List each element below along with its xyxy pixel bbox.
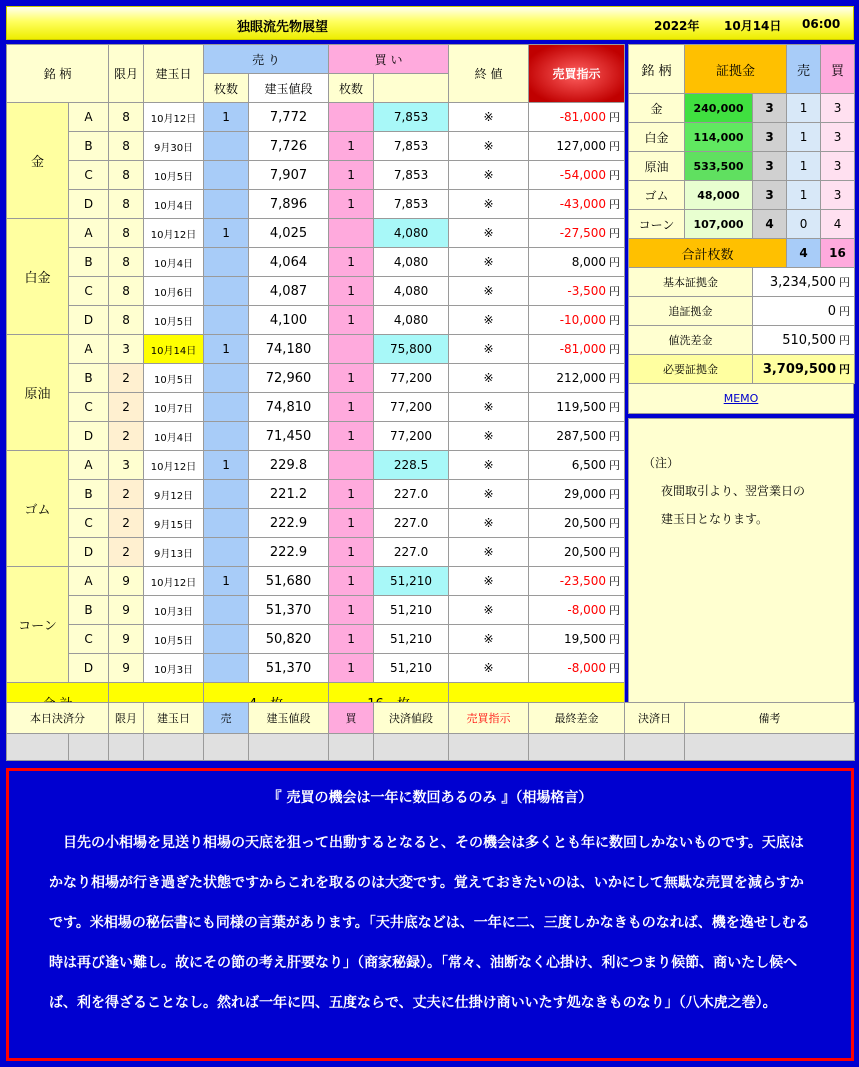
row-price: 222.9 (249, 538, 329, 567)
row-label: D (69, 306, 109, 335)
col-uri: 売 り (204, 45, 329, 74)
position-row (7, 277, 625, 306)
row-price: 222.9 (249, 509, 329, 538)
row-order[interactable]: ※ (449, 422, 529, 451)
row-diff: -54,000 円 (529, 161, 625, 190)
positions-table (6, 44, 625, 722)
row-buy-count[interactable]: 1 (329, 248, 374, 277)
row-month: 8 (109, 277, 144, 306)
row-date: 10月3日 (144, 654, 204, 683)
margin-buy: 3 (821, 152, 855, 181)
row-date: 10月5日 (144, 625, 204, 654)
margin-col-shokokin: 証拠金 (685, 45, 787, 94)
row-date: 10月4日 (144, 422, 204, 451)
row-date: 10月5日 (144, 364, 204, 393)
row-month: 2 (109, 538, 144, 567)
commodity-name: 原油 (7, 335, 69, 451)
row-order[interactable]: ※ (449, 306, 529, 335)
row-buy-count[interactable]: 1 (329, 277, 374, 306)
margin-sell: 1 (787, 94, 821, 123)
row-date: 10月5日 (144, 306, 204, 335)
position-row (7, 509, 625, 538)
row-buy-count[interactable]: 1 (329, 364, 374, 393)
summary-label: 値洗差金 (629, 326, 753, 355)
margin-units: 3 (753, 123, 787, 152)
row-sell-count[interactable]: 1 (204, 103, 249, 132)
row-order[interactable]: ※ (449, 538, 529, 567)
row-buy-count[interactable]: 1 (329, 393, 374, 422)
margin-commodity: 金 (629, 94, 685, 123)
margin-commodity: ゴム (629, 181, 685, 210)
settle-col-kai: 買 (329, 703, 374, 734)
row-label: C (69, 393, 109, 422)
row-price: 72,960 (249, 364, 329, 393)
margin-row (629, 94, 855, 123)
row-price: 7,772 (249, 103, 329, 132)
row-date: 9月13日 (144, 538, 204, 567)
row-price: 221.2 (249, 480, 329, 509)
row-label: B (69, 596, 109, 625)
position-row (7, 538, 625, 567)
margin-buy: 3 (821, 94, 855, 123)
margin-col-meigara: 銘 柄 (629, 45, 685, 94)
row-sell-count[interactable]: 1 (204, 451, 249, 480)
settle-col-final: 最終差金 (529, 703, 625, 734)
row-close: 51,210 (374, 625, 449, 654)
row-buy-count[interactable]: 1 (329, 190, 374, 219)
position-row (7, 393, 625, 422)
row-label: B (69, 364, 109, 393)
row-month: 8 (109, 248, 144, 277)
row-close: 4,080 (374, 306, 449, 335)
row-sell-count[interactable] (204, 190, 249, 219)
row-month: 2 (109, 480, 144, 509)
row-month: 2 (109, 364, 144, 393)
row-month: 9 (109, 625, 144, 654)
position-row (7, 596, 625, 625)
settle-col-biko: 備考 (685, 703, 855, 734)
row-buy-count[interactable]: 1 (329, 567, 374, 596)
row-label: B (69, 248, 109, 277)
row-diff: 287,500 円 (529, 422, 625, 451)
row-month: 8 (109, 219, 144, 248)
row-month: 8 (109, 161, 144, 190)
settle-col-gengetsu: 限月 (109, 703, 144, 734)
row-buy-count[interactable]: 1 (329, 596, 374, 625)
row-close: 7,853 (374, 190, 449, 219)
row-date: 10月4日 (144, 248, 204, 277)
row-close: 227.0 (374, 538, 449, 567)
col-tatene: 建玉値段 (249, 74, 329, 103)
row-sell-count[interactable] (204, 596, 249, 625)
row-order[interactable]: ※ (449, 625, 529, 654)
row-price: 51,680 (249, 567, 329, 596)
commodity-name: 白金 (7, 219, 69, 335)
margin-units: 3 (753, 181, 787, 210)
summary-row (629, 355, 855, 384)
position-row (7, 567, 625, 596)
row-diff: -23,500 円 (529, 567, 625, 596)
margin-sell: 1 (787, 123, 821, 152)
col-owarine: 終 値 (449, 45, 529, 103)
row-sell-count[interactable] (204, 132, 249, 161)
margin-sell: 0 (787, 210, 821, 239)
summary-value: 510,500 円 (753, 326, 855, 355)
row-order[interactable]: ※ (449, 103, 529, 132)
row-close: 7,853 (374, 132, 449, 161)
settlement-table (6, 702, 855, 761)
row-label: A (69, 451, 109, 480)
row-sell-count[interactable] (204, 480, 249, 509)
row-diff: 8,000 円 (529, 248, 625, 277)
row-diff: 127,000 円 (529, 132, 625, 161)
row-date: 9月30日 (144, 132, 204, 161)
position-row (7, 625, 625, 654)
col-uri-maisu: 枚数 (204, 74, 249, 103)
settlement-row (7, 734, 855, 761)
row-buy-count[interactable]: 1 (329, 625, 374, 654)
row-price: 4,025 (249, 219, 329, 248)
margin-buy: 4 (821, 210, 855, 239)
row-label: D (69, 654, 109, 683)
margin-amount: 114,000 (685, 123, 753, 152)
memo-bar (628, 384, 854, 414)
date-label: 10月14日 (724, 19, 782, 33)
row-sell-count[interactable] (204, 538, 249, 567)
margin-col-kai: 買 (821, 45, 855, 94)
margin-row (629, 152, 855, 181)
row-close: 77,200 (374, 422, 449, 451)
position-row (7, 654, 625, 683)
row-label: B (69, 132, 109, 161)
row-close: 77,200 (374, 364, 449, 393)
row-date: 10月4日 (144, 190, 204, 219)
row-label: D (69, 538, 109, 567)
margin-sell: 1 (787, 181, 821, 210)
row-sell-count[interactable] (204, 306, 249, 335)
memo-note-line2: 建玉日となります。 (661, 512, 769, 526)
settle-col-order: 売買指示 (449, 703, 529, 734)
row-buy-count[interactable]: 1 (329, 306, 374, 335)
row-label: D (69, 190, 109, 219)
row-diff: -81,000 円 (529, 335, 625, 364)
row-diff: -43,000 円 (529, 190, 625, 219)
proverb-body: 目先の小相場を見送り相場の天底を狙って出動するとなると、その機会は多くとも年に数回しかないものです。天底はかなり相場が行き過ぎた状態ですからこれを取るのは大変です。覚えておきたいのは、いかにして無駄な売買を減らすかです。米相場の秘伝書にも同様の言葉があります。「天井底などは、一年に二、三度しかなきものなれば、機を逸せしむる時は再び逢い難し。故にその節の考え肝要なり」（商家秘録）。「常々、油断なく心掛け、利につまり候節、商いたし候へば、利を得ざることなし。然れば一年に四、五度ならで、丈夫に仕掛け商いいたす処なきものなり」（八木虎之巻）。 (49, 835, 810, 1011)
year-label: 2022年 (654, 19, 700, 33)
margin-row (629, 181, 855, 210)
row-label: C (69, 277, 109, 306)
row-diff: 212,000 円 (529, 364, 625, 393)
row-label: A (69, 335, 109, 364)
row-date: 9月15日 (144, 509, 204, 538)
row-sell-count[interactable] (204, 509, 249, 538)
row-date: 10月6日 (144, 277, 204, 306)
row-date: 10月12日 (144, 219, 204, 248)
row-label: A (69, 103, 109, 132)
row-price: 7,907 (249, 161, 329, 190)
summary-value: 3,234,500 円 (753, 268, 855, 297)
position-row (7, 480, 625, 509)
row-diff: 20,500 円 (529, 509, 625, 538)
row-diff: -8,000 円 (529, 654, 625, 683)
margin-amount: 107,000 (685, 210, 753, 239)
row-buy-count[interactable] (329, 451, 374, 480)
row-diff: -10,000 円 (529, 306, 625, 335)
row-month: 2 (109, 393, 144, 422)
row-diff: 6,500 円 (529, 451, 625, 480)
summary-row (629, 268, 855, 297)
proverb-title: 『 売買の機会は一年に数回あるのみ 』（相場格言） (267, 790, 593, 806)
row-order[interactable]: ※ (449, 567, 529, 596)
row-buy-count[interactable]: 1 (329, 538, 374, 567)
row-order[interactable]: ※ (449, 248, 529, 277)
row-close: 227.0 (374, 509, 449, 538)
commodity-name: 金 (7, 103, 69, 219)
row-order[interactable]: ※ (449, 277, 529, 306)
order-button[interactable]: 売買指示 (529, 45, 625, 103)
col-gengetsu: 限月 (109, 45, 144, 103)
row-diff: -27,500 円 (529, 219, 625, 248)
commodity-name: ゴム (7, 451, 69, 567)
col-tatebi: 建玉日 (144, 45, 204, 103)
position-row (7, 219, 625, 248)
row-month: 8 (109, 190, 144, 219)
margin-col-uri: 売 (787, 45, 821, 94)
position-row (7, 451, 625, 480)
settlement-panel (6, 702, 855, 761)
row-month: 9 (109, 654, 144, 683)
margin-table (628, 44, 855, 384)
col-kai-maisu: 枚数 (329, 74, 374, 103)
memo-link[interactable]: MEMO (723, 392, 759, 405)
position-row (7, 306, 625, 335)
summary-row (629, 326, 855, 355)
row-close: 4,080 (374, 277, 449, 306)
row-order[interactable]: ※ (449, 161, 529, 190)
row-sell-count[interactable]: 1 (204, 219, 249, 248)
row-close: 7,853 (374, 161, 449, 190)
position-row (7, 132, 625, 161)
row-label: B (69, 480, 109, 509)
settle-col-uri: 売 (204, 703, 249, 734)
row-close: 227.0 (374, 480, 449, 509)
row-month: 3 (109, 335, 144, 364)
row-label: A (69, 567, 109, 596)
row-diff: -8,000 円 (529, 596, 625, 625)
row-label: C (69, 625, 109, 654)
row-order[interactable]: ※ (449, 451, 529, 480)
row-price: 50,820 (249, 625, 329, 654)
row-sell-count[interactable]: 1 (204, 567, 249, 596)
row-diff: -81,000 円 (529, 103, 625, 132)
row-sell-count[interactable] (204, 248, 249, 277)
row-month: 8 (109, 306, 144, 335)
row-month: 2 (109, 509, 144, 538)
row-label: C (69, 509, 109, 538)
margin-units: 3 (753, 94, 787, 123)
position-row (7, 103, 625, 132)
row-close: 4,080 (374, 219, 449, 248)
margin-commodity: 原油 (629, 152, 685, 181)
row-close: 7,853 (374, 103, 449, 132)
margin-row (629, 210, 855, 239)
row-order[interactable]: ※ (449, 393, 529, 422)
row-month: 3 (109, 451, 144, 480)
count-label: 合計枚数 (629, 239, 787, 268)
margin-panel (628, 44, 854, 708)
row-price: 229.8 (249, 451, 329, 480)
row-date: 9月12日 (144, 480, 204, 509)
row-order[interactable]: ※ (449, 364, 529, 393)
title-bar (6, 6, 854, 40)
position-row (7, 161, 625, 190)
position-row (7, 190, 625, 219)
margin-buy: 3 (821, 181, 855, 210)
row-price: 7,896 (249, 190, 329, 219)
position-row (7, 422, 625, 451)
summary-label: 基本証拠金 (629, 268, 753, 297)
row-date: 10月5日 (144, 161, 204, 190)
page-title: 独眼流先物展望 (237, 20, 329, 35)
row-sell-count[interactable] (204, 654, 249, 683)
commodity-name: コーン (7, 567, 69, 683)
row-order[interactable]: ※ (449, 132, 529, 161)
row-sell-count[interactable] (204, 161, 249, 190)
row-close: 228.5 (374, 451, 449, 480)
row-month: 9 (109, 596, 144, 625)
row-buy-count[interactable]: 1 (329, 509, 374, 538)
margin-amount: 533,500 (685, 152, 753, 181)
row-close: 4,080 (374, 248, 449, 277)
settle-col-kessaine: 決済値段 (374, 703, 449, 734)
settle-col-today: 本日決済分 (7, 703, 109, 734)
margin-buy: 3 (821, 123, 855, 152)
row-price: 4,100 (249, 306, 329, 335)
margin-amount: 48,000 (685, 181, 753, 210)
row-price: 74,810 (249, 393, 329, 422)
row-date: 10月12日 (144, 103, 204, 132)
row-price: 71,450 (249, 422, 329, 451)
proverb-box (6, 768, 854, 1061)
margin-commodity: コーン (629, 210, 685, 239)
row-price: 51,370 (249, 596, 329, 625)
row-price: 7,726 (249, 132, 329, 161)
settle-col-date: 決済日 (625, 703, 685, 734)
row-label: D (69, 422, 109, 451)
count-buy: 16 (821, 239, 855, 268)
count-sell: 4 (787, 239, 821, 268)
row-price: 4,087 (249, 277, 329, 306)
position-row (7, 248, 625, 277)
row-close: 51,210 (374, 596, 449, 625)
row-buy-count[interactable]: 1 (329, 161, 374, 190)
memo-note-title: （注） (643, 456, 680, 470)
row-buy-count[interactable] (329, 335, 374, 364)
row-order[interactable]: ※ (449, 509, 529, 538)
row-close: 75,800 (374, 335, 449, 364)
settle-col-tatebi: 建玉日 (144, 703, 204, 734)
row-sell-count[interactable]: 1 (204, 335, 249, 364)
margin-sell: 1 (787, 152, 821, 181)
settle-col-tatene: 建玉値段 (249, 703, 329, 734)
row-month: 8 (109, 132, 144, 161)
row-close: 51,210 (374, 567, 449, 596)
row-buy-count[interactable]: 1 (329, 422, 374, 451)
row-diff: -3,500 円 (529, 277, 625, 306)
row-buy-count[interactable] (329, 103, 374, 132)
summary-value: 3,709,500 円 (753, 355, 855, 384)
memo-note-line1: 夜間取引より、翌営業日の (661, 484, 806, 498)
row-price: 74,180 (249, 335, 329, 364)
time-label: 06:00 (802, 17, 841, 31)
row-sell-count[interactable] (204, 277, 249, 306)
margin-row (629, 123, 855, 152)
positions-panel (6, 44, 625, 722)
margin-commodity: 白金 (629, 123, 685, 152)
row-date: 10月14日 (144, 335, 204, 364)
summary-label: 追証拠金 (629, 297, 753, 326)
margin-amount: 240,000 (685, 94, 753, 123)
margin-units: 3 (753, 152, 787, 181)
row-buy-count[interactable]: 1 (329, 480, 374, 509)
row-sell-count[interactable] (204, 393, 249, 422)
row-order[interactable]: ※ (449, 596, 529, 625)
row-price: 4,064 (249, 248, 329, 277)
row-diff: 19,500 円 (529, 625, 625, 654)
row-diff: 20,500 円 (529, 538, 625, 567)
summary-row (629, 297, 855, 326)
row-buy-count[interactable]: 1 (329, 132, 374, 161)
col-kai: 買 い (329, 45, 449, 74)
col-meigara: 銘 柄 (7, 45, 109, 103)
row-buy-count[interactable] (329, 219, 374, 248)
row-date: 10月12日 (144, 567, 204, 596)
row-order[interactable]: ※ (449, 190, 529, 219)
row-sell-count[interactable] (204, 625, 249, 654)
summary-value: 0 円 (753, 297, 855, 326)
row-date: 10月3日 (144, 596, 204, 625)
row-month: 2 (109, 422, 144, 451)
row-date: 10月12日 (144, 451, 204, 480)
row-date: 10月7日 (144, 393, 204, 422)
row-close: 77,200 (374, 393, 449, 422)
row-order[interactable]: ※ (449, 480, 529, 509)
row-order[interactable]: ※ (449, 654, 529, 683)
row-month: 9 (109, 567, 144, 596)
row-sell-count[interactable] (204, 422, 249, 451)
position-row (7, 364, 625, 393)
row-sell-count[interactable] (204, 364, 249, 393)
row-price: 51,370 (249, 654, 329, 683)
row-order[interactable]: ※ (449, 219, 529, 248)
row-close: 51,210 (374, 654, 449, 683)
row-month: 8 (109, 103, 144, 132)
row-diff: 119,500 円 (529, 393, 625, 422)
row-diff: 29,000 円 (529, 480, 625, 509)
row-order[interactable]: ※ (449, 335, 529, 364)
row-buy-count[interactable]: 1 (329, 654, 374, 683)
memo-box (628, 418, 854, 708)
margin-units: 4 (753, 210, 787, 239)
position-row (7, 335, 625, 364)
row-label: A (69, 219, 109, 248)
summary-label: 必要証拠金 (629, 355, 753, 384)
row-label: C (69, 161, 109, 190)
